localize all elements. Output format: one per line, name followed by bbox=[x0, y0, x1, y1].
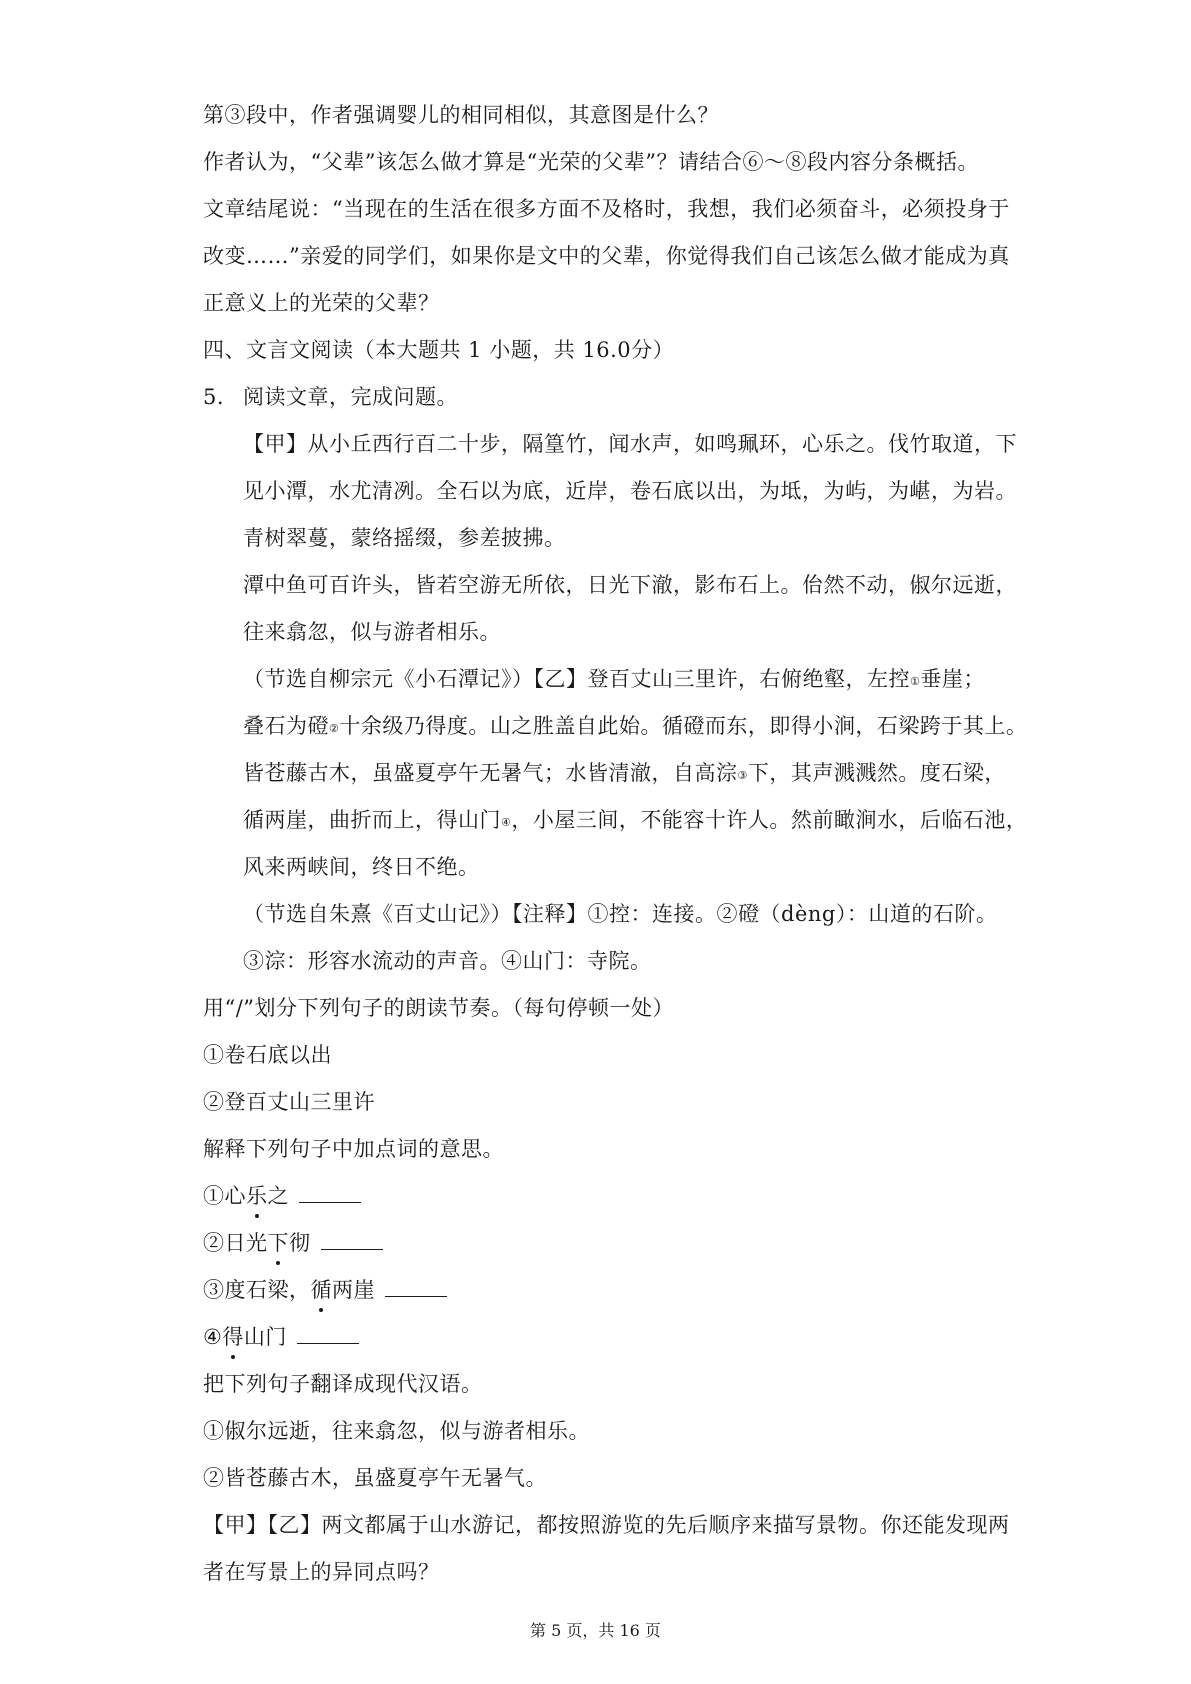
rhythm-item: ①卷石底以出 bbox=[203, 1043, 332, 1067]
passage-jia-line: 潭中鱼可百许头，皆若空游无所依，日光下澈，影布石上。佁然不动，俶尔远逝， bbox=[243, 573, 1017, 597]
item-text: 彻 bbox=[289, 1231, 311, 1255]
answer-blank[interactable] bbox=[299, 1184, 361, 1203]
question-5 bbox=[203, 374, 1003, 421]
answer-blank[interactable] bbox=[385, 1278, 447, 1297]
explain-item bbox=[203, 1267, 1003, 1314]
dotted-word: 得 bbox=[222, 1314, 244, 1361]
page-footer: 第 5 页，共 16 页 bbox=[530, 1621, 661, 1640]
item-text: ③度石梁， bbox=[203, 1278, 311, 1302]
footnote-marker: ① bbox=[910, 675, 921, 688]
passage-yi-line bbox=[203, 797, 1028, 844]
dotted-word: 循 bbox=[311, 1267, 333, 1314]
question-ending-line-3: 正意义上的光荣的父辈？ bbox=[203, 291, 440, 315]
passage-text: 循两崖，曲折而上，得山门 bbox=[243, 808, 501, 832]
answer-blank[interactable] bbox=[297, 1325, 359, 1344]
dotted-word: 乐 bbox=[246, 1173, 268, 1220]
question-prompt: 阅读文章，完成问题。 bbox=[243, 385, 458, 409]
passage-text: （节选自柳宗元《小石潭记》）【乙】登百丈山三里许，右俯绝壑，左控 bbox=[243, 667, 910, 691]
item-text: 山门 bbox=[243, 1325, 287, 1349]
explain-item bbox=[203, 1173, 1003, 1220]
question-ending-line-1: 文章结尾说：“当现在的生活在很多方面不及格时，我想，我们必须奋斗，必须投身于 bbox=[203, 197, 1010, 221]
item-text: ④ bbox=[203, 1325, 223, 1349]
passage-text: 叠石为磴 bbox=[243, 714, 329, 738]
passage-text: 下，其声溅溅然。度石梁， bbox=[747, 761, 1006, 785]
sub-question-compare-line-1: 【甲】【乙】两文都属于山水游记，都按照游览的先后顺序来描写景物。你还能发现两 bbox=[203, 1513, 1010, 1537]
explain-item bbox=[203, 1314, 1003, 1361]
item-text: 之 bbox=[267, 1184, 289, 1208]
passage-text: 皆苍藤古木，虽盛夏亭午无暑气；水皆清澈，自高淙 bbox=[243, 761, 738, 785]
sub-question-explain: 解释下列句子中加点词的意思。 bbox=[203, 1137, 504, 1161]
page-content bbox=[203, 92, 1028, 1596]
passage-text: 十余级乃得度。山之胜盖自此始。循磴而东，即得小涧，石梁跨于其上。 bbox=[339, 714, 1028, 738]
passage-text: 垂崖； bbox=[920, 667, 985, 691]
passage-jia-line: 青树翠蔓，蒙络摇缀，参差披拂。 bbox=[243, 526, 566, 550]
translate-item: ②皆苍藤古木，虽盛夏亭午无暑气。 bbox=[203, 1466, 547, 1490]
footnote-marker: ④ bbox=[501, 816, 512, 829]
section-heading: 四、文言文阅读（本大题共 1 小题，共 16.0分） bbox=[203, 338, 675, 362]
sub-question-rhythm: 用“/”划分下列句子的朗读节奏。（每句停顿一处） bbox=[203, 996, 675, 1020]
item-text: 两崖 bbox=[332, 1278, 375, 1302]
footnote-marker: ③ bbox=[737, 769, 748, 782]
question-ending-line-2: 改变……”亲爱的同学们，如果你是文中的父辈，你觉得我们自己该怎么做才能成为真 bbox=[203, 244, 1010, 268]
passage-notes-line: （节选自朱熹《百丈山记》）【注释】①控：连接。②磴（dèng）：山道的石阶。 bbox=[243, 902, 998, 926]
passage-yi-line bbox=[203, 750, 1006, 797]
footnote-marker: ② bbox=[329, 722, 340, 735]
explain-item bbox=[203, 1220, 1003, 1267]
passage-jia-line: 往来翕忽，似与游者相乐。 bbox=[243, 620, 501, 644]
answer-blank[interactable] bbox=[321, 1231, 383, 1250]
passage-yi-line bbox=[203, 656, 1003, 703]
passage-jia-line: 见小潭，水尤清冽。全石以为底，近岸，卷石底以出，为坻，为屿，为嵁，为岩。 bbox=[243, 479, 1017, 503]
question-glorious-elders: 作者认为，“父辈”该怎么做才算是“光荣的父辈”？请结合⑥～⑧段内容分条概括。 bbox=[203, 150, 979, 174]
passage-yi-line: 风来两峡间，终日不绝。 bbox=[243, 855, 480, 879]
passage-jia-line: 【甲】从小丘西行百二十步，隔篁竹，闻水声，如鸣珮环，心乐之。伐竹取道，下 bbox=[243, 432, 1017, 456]
item-text: ②日光 bbox=[203, 1231, 268, 1255]
passage-notes-line: ③淙：形容水流动的声音。④山门：寺院。 bbox=[243, 949, 652, 973]
item-text: ①心 bbox=[203, 1184, 246, 1208]
sub-question-translate: 把下列句子翻译成现代汉语。 bbox=[203, 1372, 483, 1396]
passage-yi-line bbox=[203, 703, 1028, 750]
question-paragraph-3-intent: 第③段中，作者强调婴儿的相同相似，其意图是什么？ bbox=[203, 103, 719, 127]
rhythm-item: ②登百丈山三里许 bbox=[203, 1090, 375, 1114]
sub-question-compare-line-2: 者在写景上的异同点吗？ bbox=[203, 1560, 440, 1584]
dotted-word: 下 bbox=[268, 1220, 290, 1267]
passage-text: ，小屋三间，不能容十许人。然前瞰涧水，后临石池， bbox=[511, 808, 1028, 832]
question-number: 5. bbox=[203, 385, 225, 409]
translate-item: ①俶尔远逝，往来翕忽，似与游者相乐。 bbox=[203, 1419, 590, 1443]
